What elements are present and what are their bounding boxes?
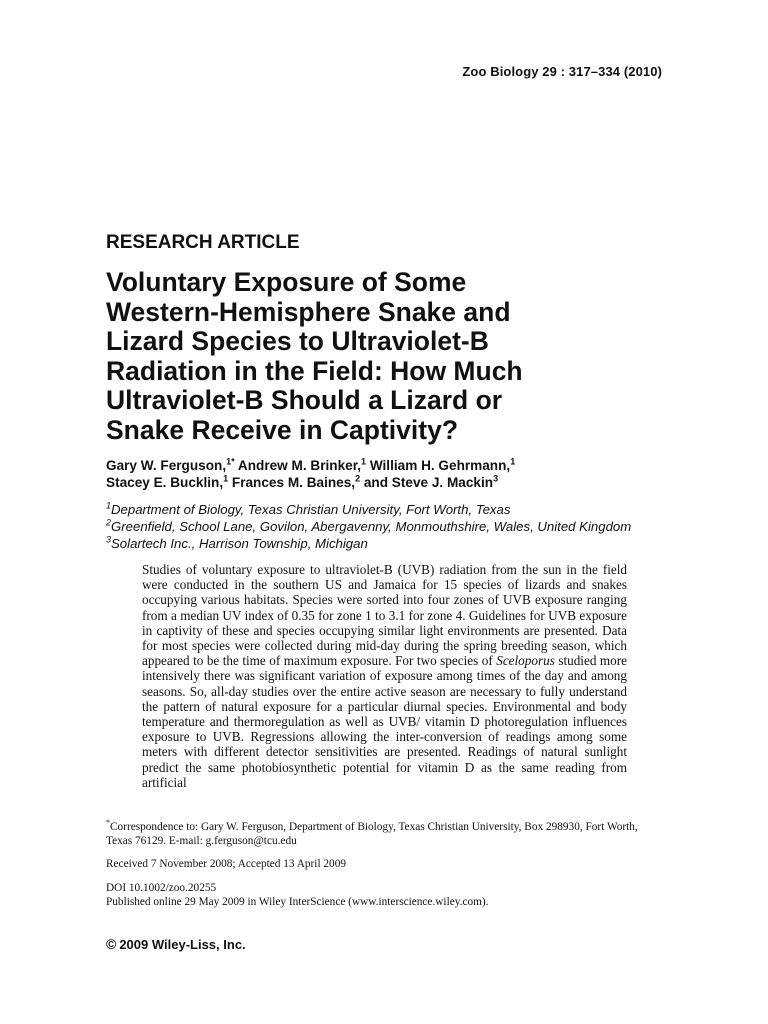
correspondence-mark: * xyxy=(106,818,110,828)
title-line: Western-Hemisphere Snake and xyxy=(106,296,511,327)
doi: DOI 10.1002/zoo.20255 xyxy=(106,881,217,894)
affiliation-text: Solartech Inc., Harrison Township, Michigan xyxy=(111,536,368,551)
author-affiliation-mark: 1 xyxy=(223,473,229,484)
author-affiliation-mark: 1 xyxy=(361,456,367,467)
affiliation-list xyxy=(106,501,631,552)
abstract-text: Studies of voluntary exposure to ultraviolet-B (UVB) radiation from the sun in the field were conducted in the southern US and Jamaica for 15 species of lizards and snakes occupying various habitats. Species were sorted into four zones of UVB exposure ranging from a median UV index of 0.35 for zone 1 to 3.1 for zone 4. Guidelines for UVB exposure in captivity of these and species occupying similar light environments are presented. Data for most species were collected during mid-day during the spring breeding season, which appeared to be the time of maximum exposure. For two species of xyxy=(142,562,627,669)
author-line xyxy=(106,474,515,491)
affiliation xyxy=(106,518,631,535)
copyright-text: 2009 Wiley-Liss, Inc. xyxy=(119,937,246,952)
author-name: Stacey E. Bucklin, xyxy=(106,475,224,490)
publication-note: Published online 29 May 2009 in Wiley InterScience (www.interscience.wiley.com). xyxy=(106,895,489,908)
author-affiliation-mark: 3 xyxy=(493,473,499,484)
received-dates: Received 7 November 2008; Accepted 13 April 2009 xyxy=(106,858,346,871)
affiliation-text: Greenfield, School Lane, Govilon, Abergavenny, Monmouthshire, Wales, United Kingdom xyxy=(111,519,632,534)
copyright-notice xyxy=(106,936,246,952)
author-name: William H. Gehrmann, xyxy=(366,458,511,473)
correspondence-text: Correspondence to: Gary W. Ferguson, Department of Biology, Texas Christian University, Box 298930, Fort Worth, Texas 76129. E-mail: g.ferguson@tcu.edu xyxy=(106,821,638,848)
title-line: Radiation in the Field: How Much xyxy=(106,355,523,386)
author-name: Gary W. Ferguson, xyxy=(106,458,227,473)
author-line xyxy=(106,457,515,474)
affiliation-text: Department of Biology, Texas Christian University, Fort Worth, Texas xyxy=(111,502,511,517)
abstract xyxy=(142,562,627,790)
title-line: Ultraviolet-B Should a Lizard or xyxy=(106,385,503,416)
affiliation-mark: 2 xyxy=(106,517,112,528)
author-name: Andrew M. Brinker, xyxy=(234,458,362,473)
copyright-icon: © xyxy=(106,936,117,952)
article-title xyxy=(106,268,666,446)
author-affiliation-mark: 2 xyxy=(355,473,361,484)
author-affiliation-mark: 1 xyxy=(510,456,516,467)
affiliation xyxy=(106,535,631,552)
title-line: Snake Receive in Captivity? xyxy=(106,414,459,445)
author-name: Frances M. Baines, xyxy=(228,475,356,490)
journal-citation: Zoo Biology 29 : 317–334 (2010) xyxy=(462,64,662,79)
author-affiliation-mark: 1* xyxy=(226,456,235,467)
section-label: RESEARCH ARTICLE xyxy=(106,232,300,253)
affiliation-mark: 3 xyxy=(106,534,112,545)
correspondence-note xyxy=(106,820,666,848)
affiliation-mark: 1 xyxy=(106,500,112,511)
author-name: and Steve J. Mackin xyxy=(360,475,494,490)
abstract-paragraph xyxy=(142,562,627,790)
genus-name: Sceloporus xyxy=(496,653,555,669)
title-line: Voluntary Exposure of Some xyxy=(106,267,467,297)
affiliation xyxy=(106,501,631,518)
title-line: Lizard Species to Ultraviolet-B xyxy=(106,326,489,357)
author-list xyxy=(106,457,515,491)
abstract-text: studied more intensively there was significant variation of exposure among times of the day and among seasons. So, all-day studies over the entire active season are necessary to fully understand the pattern of natural exposure for a particular diurnal species. Environmental and body temperature and thermoregulation as well as UVB/ vitamin D photoregulation influences exposure to UVB. Regressions allowing the inter-conversion of readings among some meters with different detector sensitivities are presented. Readings of natural sunlight predict the same photobiosynthetic potential for vitamin D as the same reading from artificial xyxy=(142,653,627,790)
footnotes xyxy=(106,820,666,909)
